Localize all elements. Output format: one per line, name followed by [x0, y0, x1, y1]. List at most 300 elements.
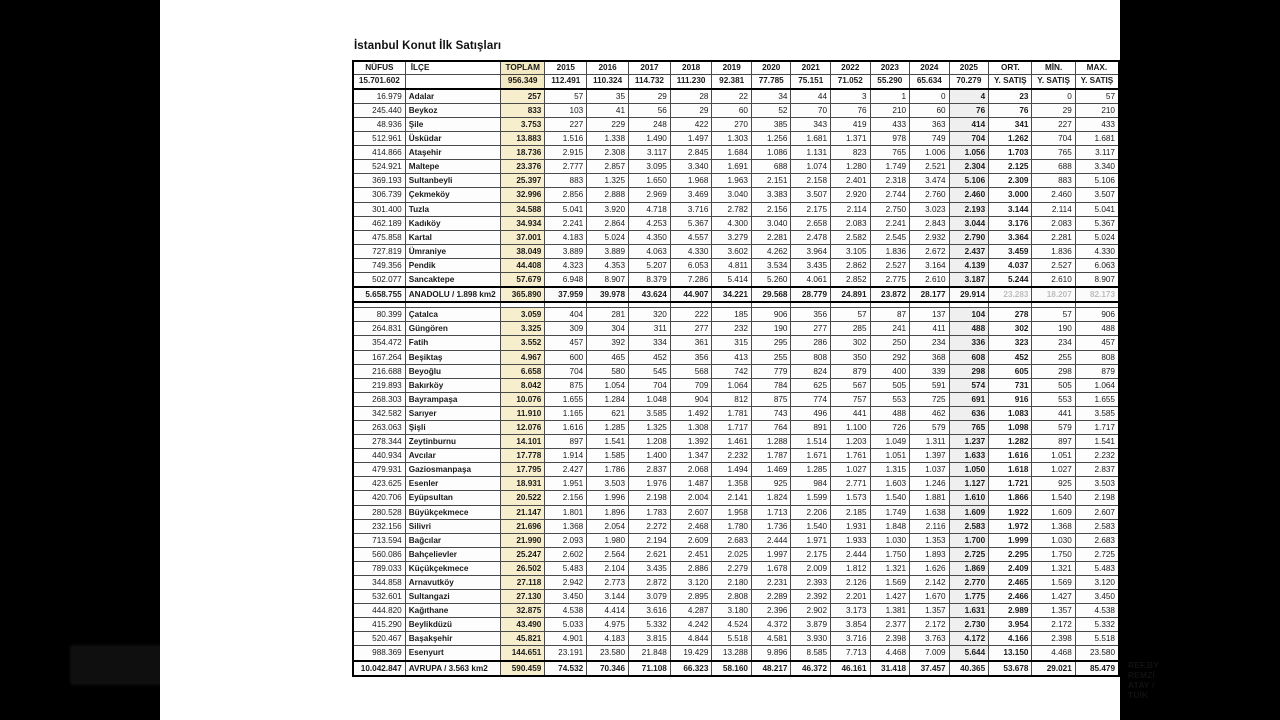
- max-cell: 906: [1075, 308, 1119, 322]
- district-cell: Şişli: [405, 420, 500, 434]
- column-subtotal: 55.290: [870, 75, 910, 89]
- min-cell: 1.357: [1032, 604, 1075, 618]
- year-value-cell: 7.009: [910, 646, 950, 661]
- year-value-cell: 4.524: [712, 618, 752, 632]
- max-cell: 3.507: [1075, 188, 1119, 202]
- total-cell: 38.049: [501, 244, 545, 258]
- max-cell: 2.198: [1075, 491, 1119, 505]
- year-value-cell: 1.780: [712, 519, 752, 533]
- year-value-cell: 295: [751, 336, 791, 350]
- year-value-cell: 2.895: [670, 590, 712, 604]
- year-value-cell: 608: [949, 350, 989, 364]
- max-cell: 5.367: [1075, 216, 1119, 230]
- year-value-cell: 3.879: [791, 618, 831, 632]
- year-value-cell: 29.568: [751, 287, 791, 302]
- min-cell: 227: [1032, 118, 1075, 132]
- year-value-cell: 1.203: [831, 435, 871, 449]
- total-cell: 11.910: [501, 406, 545, 420]
- average-cell: 4.166: [989, 632, 1032, 646]
- district-cell: Pendik: [405, 258, 500, 272]
- column-header: 2015: [545, 61, 587, 75]
- year-value-cell: 1.650: [629, 174, 671, 188]
- year-value-cell: 784: [751, 378, 791, 392]
- year-value-cell: 3.117: [629, 146, 671, 160]
- average-cell: 605: [989, 364, 1032, 378]
- year-value-cell: 1.681: [791, 132, 831, 146]
- year-value-cell: 2.289: [751, 590, 791, 604]
- year-value-cell: 1.284: [587, 392, 629, 406]
- year-value-cell: 5.332: [629, 618, 671, 632]
- table-row: [353, 406, 1119, 420]
- min-cell: 765: [1032, 146, 1075, 160]
- year-value-cell: 879: [831, 364, 871, 378]
- year-value-cell: 1.074: [791, 160, 831, 174]
- year-value-cell: 2.658: [791, 216, 831, 230]
- year-value-cell: 46.161: [831, 661, 871, 676]
- year-value-cell: 363: [910, 118, 950, 132]
- column-subtotal: Y. SATIŞ: [1075, 75, 1119, 89]
- table-row: [353, 519, 1119, 533]
- year-value-cell: 3.279: [712, 230, 752, 244]
- district-cell: Çekmeköy: [405, 188, 500, 202]
- year-value-cell: 765: [949, 420, 989, 434]
- year-value-cell: 5.041: [545, 202, 587, 216]
- min-cell: 298: [1032, 364, 1075, 378]
- year-value-cell: 4.262: [751, 244, 791, 258]
- year-value-cell: 46.372: [791, 661, 831, 676]
- total-cell: 17.795: [501, 463, 545, 477]
- total-cell: 6.658: [501, 364, 545, 378]
- year-value-cell: 1.311: [910, 435, 950, 449]
- max-cell: 2.837: [1075, 463, 1119, 477]
- year-value-cell: 1.603: [870, 477, 910, 491]
- year-value-cell: 315: [712, 336, 752, 350]
- year-value-cell: 906: [751, 308, 791, 322]
- year-value-cell: 74.532: [545, 661, 587, 676]
- year-value-cell: 28: [670, 89, 712, 104]
- table-row: [353, 604, 1119, 618]
- year-value-cell: 462: [910, 406, 950, 420]
- year-value-cell: 823: [831, 146, 871, 160]
- year-value-cell: 356: [670, 350, 712, 364]
- year-value-cell: 4.901: [545, 632, 587, 646]
- year-value-cell: 2.725: [949, 547, 989, 561]
- year-value-cell: 3.105: [831, 244, 871, 258]
- year-value-cell: 1.671: [791, 449, 831, 463]
- year-value-cell: 3.144: [587, 590, 629, 604]
- district-cell: Bakırköy: [405, 378, 500, 392]
- year-value-cell: 1.914: [545, 449, 587, 463]
- population-cell: 219.893: [353, 378, 405, 392]
- average-cell: 1.098: [989, 420, 1032, 434]
- min-cell: 2.114: [1032, 202, 1075, 216]
- year-value-cell: 2.401: [831, 174, 871, 188]
- year-value-cell: 621: [587, 406, 629, 420]
- year-value-cell: 270: [712, 118, 752, 132]
- max-cell: 457: [1075, 336, 1119, 350]
- year-value-cell: 2.521: [910, 160, 950, 174]
- year-value-cell: 574: [949, 378, 989, 392]
- year-value-cell: 2.158: [791, 174, 831, 188]
- total-cell: 21.147: [501, 505, 545, 519]
- subheader-totals-row: [353, 75, 1119, 89]
- year-value-cell: 3.716: [831, 632, 871, 646]
- year-value-cell: 3.889: [545, 244, 587, 258]
- year-value-cell: 70.346: [587, 661, 629, 676]
- year-value-cell: 2.843: [910, 216, 950, 230]
- total-cell: 3.552: [501, 336, 545, 350]
- max-cell: 5.106: [1075, 174, 1119, 188]
- year-value-cell: 1.246: [910, 477, 950, 491]
- column-subtotal: 15.701.602: [353, 75, 405, 89]
- average-cell: 23: [989, 89, 1032, 104]
- total-cell: 13.883: [501, 132, 545, 146]
- min-cell: 2.281: [1032, 230, 1075, 244]
- total-cell: 18.931: [501, 477, 545, 491]
- population-cell: 216.688: [353, 364, 405, 378]
- year-value-cell: 4.468: [870, 646, 910, 661]
- year-value-cell: 3.383: [751, 188, 791, 202]
- year-value-cell: 2.610: [910, 273, 950, 288]
- column-header: NÜFUS: [353, 61, 405, 75]
- year-value-cell: 1.951: [545, 477, 587, 491]
- population-cell: 48.936: [353, 118, 405, 132]
- year-value-cell: 1.064: [712, 378, 752, 392]
- min-cell: 1.027: [1032, 463, 1075, 477]
- table-row: [353, 244, 1119, 258]
- year-value-cell: 1.357: [910, 604, 950, 618]
- table-row: [353, 146, 1119, 160]
- year-value-cell: 3.340: [670, 160, 712, 174]
- year-value-cell: 1.381: [870, 604, 910, 618]
- year-value-cell: 2.156: [545, 491, 587, 505]
- year-value-cell: 824: [791, 364, 831, 378]
- year-value-cell: 1.347: [670, 449, 712, 463]
- district-cell: Adalar: [405, 89, 500, 104]
- year-value-cell: 2.782: [712, 202, 752, 216]
- year-value-cell: 568: [670, 364, 712, 378]
- total-cell: 27.130: [501, 590, 545, 604]
- year-value-cell: 1.801: [545, 505, 587, 519]
- year-value-cell: 2.083: [831, 216, 871, 230]
- year-value-cell: 277: [670, 322, 712, 336]
- year-value-cell: 1.308: [670, 420, 712, 434]
- year-value-cell: 2.444: [751, 533, 791, 547]
- column-subtotal: 112.491: [545, 75, 587, 89]
- year-value-cell: 765: [870, 146, 910, 160]
- average-cell: 13.150: [989, 646, 1032, 661]
- year-value-cell: 190: [751, 322, 791, 336]
- year-value-cell: 4.353: [587, 258, 629, 272]
- average-cell: 2.295: [989, 547, 1032, 561]
- average-cell: 302: [989, 322, 1032, 336]
- column-header: 2017: [629, 61, 671, 75]
- year-value-cell: 334: [629, 336, 671, 350]
- year-value-cell: 6.948: [545, 273, 587, 288]
- total-cell: 257: [501, 89, 545, 104]
- population-cell: 80.399: [353, 308, 405, 322]
- district-cell: Sultanbeyli: [405, 174, 500, 188]
- column-header: ORT.: [989, 61, 1032, 75]
- table-row: [353, 590, 1119, 604]
- district-cell: Zeytinburnu: [405, 435, 500, 449]
- year-value-cell: 875: [751, 392, 791, 406]
- year-value-cell: 44: [791, 89, 831, 104]
- min-cell: 1.368: [1032, 519, 1075, 533]
- population-cell: 10.042.847: [353, 661, 405, 676]
- population-cell: 301.400: [353, 202, 405, 216]
- population-cell: 354.472: [353, 336, 405, 350]
- average-cell: 4.037: [989, 258, 1032, 272]
- year-value-cell: 1.338: [587, 132, 629, 146]
- year-value-cell: 545: [629, 364, 671, 378]
- total-cell: 45.821: [501, 632, 545, 646]
- table-row: [353, 336, 1119, 350]
- year-value-cell: 465: [587, 350, 629, 364]
- year-value-cell: 2.172: [910, 618, 950, 632]
- year-value-cell: 1.131: [791, 146, 831, 160]
- district-cell: Sarıyer: [405, 406, 500, 420]
- total-cell: 8.042: [501, 378, 545, 392]
- year-value-cell: 4.183: [545, 230, 587, 244]
- max-cell: 1.064: [1075, 378, 1119, 392]
- year-value-cell: 2.932: [910, 230, 950, 244]
- district-cell: Kağıthane: [405, 604, 500, 618]
- year-value-cell: 3.964: [791, 244, 831, 258]
- table-row: [353, 618, 1119, 632]
- year-value-cell: 3.507: [791, 188, 831, 202]
- year-value-cell: 22: [712, 89, 752, 104]
- min-cell: 1.750: [1032, 547, 1075, 561]
- year-value-cell: 1.569: [870, 576, 910, 590]
- average-cell: 2.125: [989, 160, 1032, 174]
- year-value-cell: 591: [910, 378, 950, 392]
- year-value-cell: 704: [545, 364, 587, 378]
- total-cell: 18.736: [501, 146, 545, 160]
- year-value-cell: 2.231: [751, 576, 791, 590]
- total-cell: 365.890: [501, 287, 545, 302]
- year-value-cell: 37.457: [910, 661, 950, 676]
- european-districts-body: [353, 302, 1119, 675]
- max-cell: 3.450: [1075, 590, 1119, 604]
- year-value-cell: 2.602: [545, 547, 587, 561]
- year-value-cell: 2.437: [949, 244, 989, 258]
- year-value-cell: 1.775: [949, 590, 989, 604]
- total-cell: 57.679: [501, 273, 545, 288]
- total-cell: 26.502: [501, 561, 545, 575]
- year-value-cell: 137: [910, 308, 950, 322]
- year-value-cell: 2.777: [545, 160, 587, 174]
- year-value-cell: 1.049: [870, 435, 910, 449]
- year-value-cell: 31.418: [870, 661, 910, 676]
- year-value-cell: 1.056: [949, 146, 989, 160]
- population-cell: 727.819: [353, 244, 405, 258]
- average-cell: 3.144: [989, 202, 1032, 216]
- year-value-cell: 1.749: [870, 505, 910, 519]
- max-cell: 2.607: [1075, 505, 1119, 519]
- year-value-cell: 2.142: [910, 576, 950, 590]
- column-header: 2018: [670, 61, 712, 75]
- year-value-cell: 2.582: [831, 230, 871, 244]
- year-value-cell: 8.585: [791, 646, 831, 661]
- year-value-cell: 774: [791, 392, 831, 406]
- column-subtotal: 110.324: [587, 75, 629, 89]
- district-cell: Bahçelievler: [405, 547, 500, 561]
- total-cell: 14.101: [501, 435, 545, 449]
- year-value-cell: 23.580: [587, 646, 629, 661]
- max-cell: 3.340: [1075, 160, 1119, 174]
- total-cell: 833: [501, 103, 545, 117]
- year-value-cell: 1.616: [545, 420, 587, 434]
- year-value-cell: 336: [949, 336, 989, 350]
- district-cell: Eyüpsultan: [405, 491, 500, 505]
- year-value-cell: 2.872: [629, 576, 671, 590]
- year-value-cell: 21.848: [629, 646, 671, 661]
- year-value-cell: 2.744: [870, 188, 910, 202]
- year-value-cell: 1.358: [712, 477, 752, 491]
- population-cell: 423.625: [353, 477, 405, 491]
- min-cell: 29.021: [1032, 661, 1075, 676]
- year-value-cell: 2.281: [751, 230, 791, 244]
- year-value-cell: 4.975: [587, 618, 629, 632]
- district-cell: Bayrampaşa: [405, 392, 500, 406]
- max-cell: 5.041: [1075, 202, 1119, 216]
- year-value-cell: 1: [870, 89, 910, 104]
- year-value-cell: 411: [910, 322, 950, 336]
- year-value-cell: 419: [831, 118, 871, 132]
- district-cell: Maltepe: [405, 160, 500, 174]
- total-cell: 3.059: [501, 308, 545, 322]
- population-cell: 560.086: [353, 547, 405, 561]
- min-cell: 0: [1032, 89, 1075, 104]
- year-value-cell: 4.581: [751, 632, 791, 646]
- district-cell: Esenyurt: [405, 646, 500, 661]
- year-value-cell: 1.638: [910, 505, 950, 519]
- year-value-cell: 1.610: [949, 491, 989, 505]
- year-value-cell: 567: [831, 378, 871, 392]
- year-value-cell: 6.053: [670, 258, 712, 272]
- year-value-cell: 5.106: [949, 174, 989, 188]
- year-value-cell: 2.770: [949, 576, 989, 590]
- table-row: [353, 350, 1119, 364]
- year-value-cell: 104: [949, 308, 989, 322]
- year-value-cell: 37.959: [545, 287, 587, 302]
- year-value-cell: 1.280: [831, 160, 871, 174]
- population-cell: 280.528: [353, 505, 405, 519]
- table-row: [353, 449, 1119, 463]
- max-cell: 57: [1075, 89, 1119, 104]
- average-cell: 278: [989, 308, 1032, 322]
- min-cell: 1.321: [1032, 561, 1075, 575]
- year-value-cell: 1.963: [712, 174, 752, 188]
- year-value-cell: 3.716: [670, 202, 712, 216]
- year-value-cell: 2.583: [949, 519, 989, 533]
- year-value-cell: 1.397: [910, 449, 950, 463]
- year-value-cell: 3.095: [629, 160, 671, 174]
- average-cell: 76: [989, 103, 1032, 117]
- table-row: [353, 132, 1119, 146]
- average-cell: 1.262: [989, 132, 1032, 146]
- district-cell: Üsküdar: [405, 132, 500, 146]
- column-header: 2024: [910, 61, 950, 75]
- year-value-cell: 2.304: [949, 160, 989, 174]
- population-cell: 749.356: [353, 258, 405, 272]
- population-cell: 415.290: [353, 618, 405, 632]
- district-cell: Beykoz: [405, 103, 500, 117]
- year-value-cell: 66.323: [670, 661, 712, 676]
- year-value-cell: 76: [831, 103, 871, 117]
- year-value-cell: 2.104: [587, 561, 629, 575]
- year-value-cell: 41: [587, 103, 629, 117]
- average-cell: 1.616: [989, 449, 1032, 463]
- column-header: 2025: [949, 61, 989, 75]
- column-header: MAX.: [1075, 61, 1119, 75]
- min-cell: 1.609: [1032, 505, 1075, 519]
- year-value-cell: 2.126: [831, 576, 871, 590]
- year-value-cell: 725: [910, 392, 950, 406]
- average-cell: 1.866: [989, 491, 1032, 505]
- year-value-cell: 757: [831, 392, 871, 406]
- population-cell: 369.193: [353, 174, 405, 188]
- year-value-cell: 1.787: [751, 449, 791, 463]
- year-value-cell: 1.893: [910, 547, 950, 561]
- year-value-cell: 1.824: [751, 491, 791, 505]
- table-row: [353, 188, 1119, 202]
- year-value-cell: 1.761: [831, 449, 871, 463]
- year-value-cell: 2.527: [870, 258, 910, 272]
- year-value-cell: 392: [587, 336, 629, 350]
- year-value-cell: 1.371: [831, 132, 871, 146]
- population-cell: 245.440: [353, 103, 405, 117]
- year-value-cell: 3.763: [910, 632, 950, 646]
- year-value-cell: 4.844: [670, 632, 712, 646]
- year-value-cell: 1.896: [587, 505, 629, 519]
- district-cell: Avcılar: [405, 449, 500, 463]
- year-value-cell: 3.040: [712, 188, 752, 202]
- year-value-cell: 3.040: [751, 216, 791, 230]
- year-value-cell: 625: [791, 378, 831, 392]
- year-value-cell: 904: [670, 392, 712, 406]
- year-value-cell: 1.750: [870, 547, 910, 561]
- year-value-cell: 1.541: [587, 435, 629, 449]
- year-value-cell: 5.367: [670, 216, 712, 230]
- year-value-cell: 3.173: [831, 604, 871, 618]
- year-value-cell: 58.160: [712, 661, 752, 676]
- population-cell: 440.934: [353, 449, 405, 463]
- population-cell: 5.658.755: [353, 287, 405, 302]
- year-value-cell: 743: [751, 406, 791, 420]
- min-cell: 2.083: [1032, 216, 1075, 230]
- year-value-cell: 1.678: [751, 561, 791, 575]
- year-value-cell: 4.350: [629, 230, 671, 244]
- population-cell: 420.706: [353, 491, 405, 505]
- max-cell: 210: [1075, 103, 1119, 117]
- year-value-cell: 2.241: [545, 216, 587, 230]
- population-cell: 532.601: [353, 590, 405, 604]
- year-value-cell: 1.315: [870, 463, 910, 477]
- year-value-cell: 28.779: [791, 287, 831, 302]
- max-cell: 2.232: [1075, 449, 1119, 463]
- year-value-cell: 4.063: [629, 244, 671, 258]
- year-value-cell: 311: [629, 322, 671, 336]
- year-value-cell: 3.023: [910, 202, 950, 216]
- year-value-cell: 4.242: [670, 618, 712, 632]
- year-value-cell: 1.971: [791, 533, 831, 547]
- year-value-cell: 1.783: [629, 505, 671, 519]
- year-value-cell: 3.120: [670, 576, 712, 590]
- year-value-cell: 1.786: [587, 463, 629, 477]
- population-cell: 232.156: [353, 519, 405, 533]
